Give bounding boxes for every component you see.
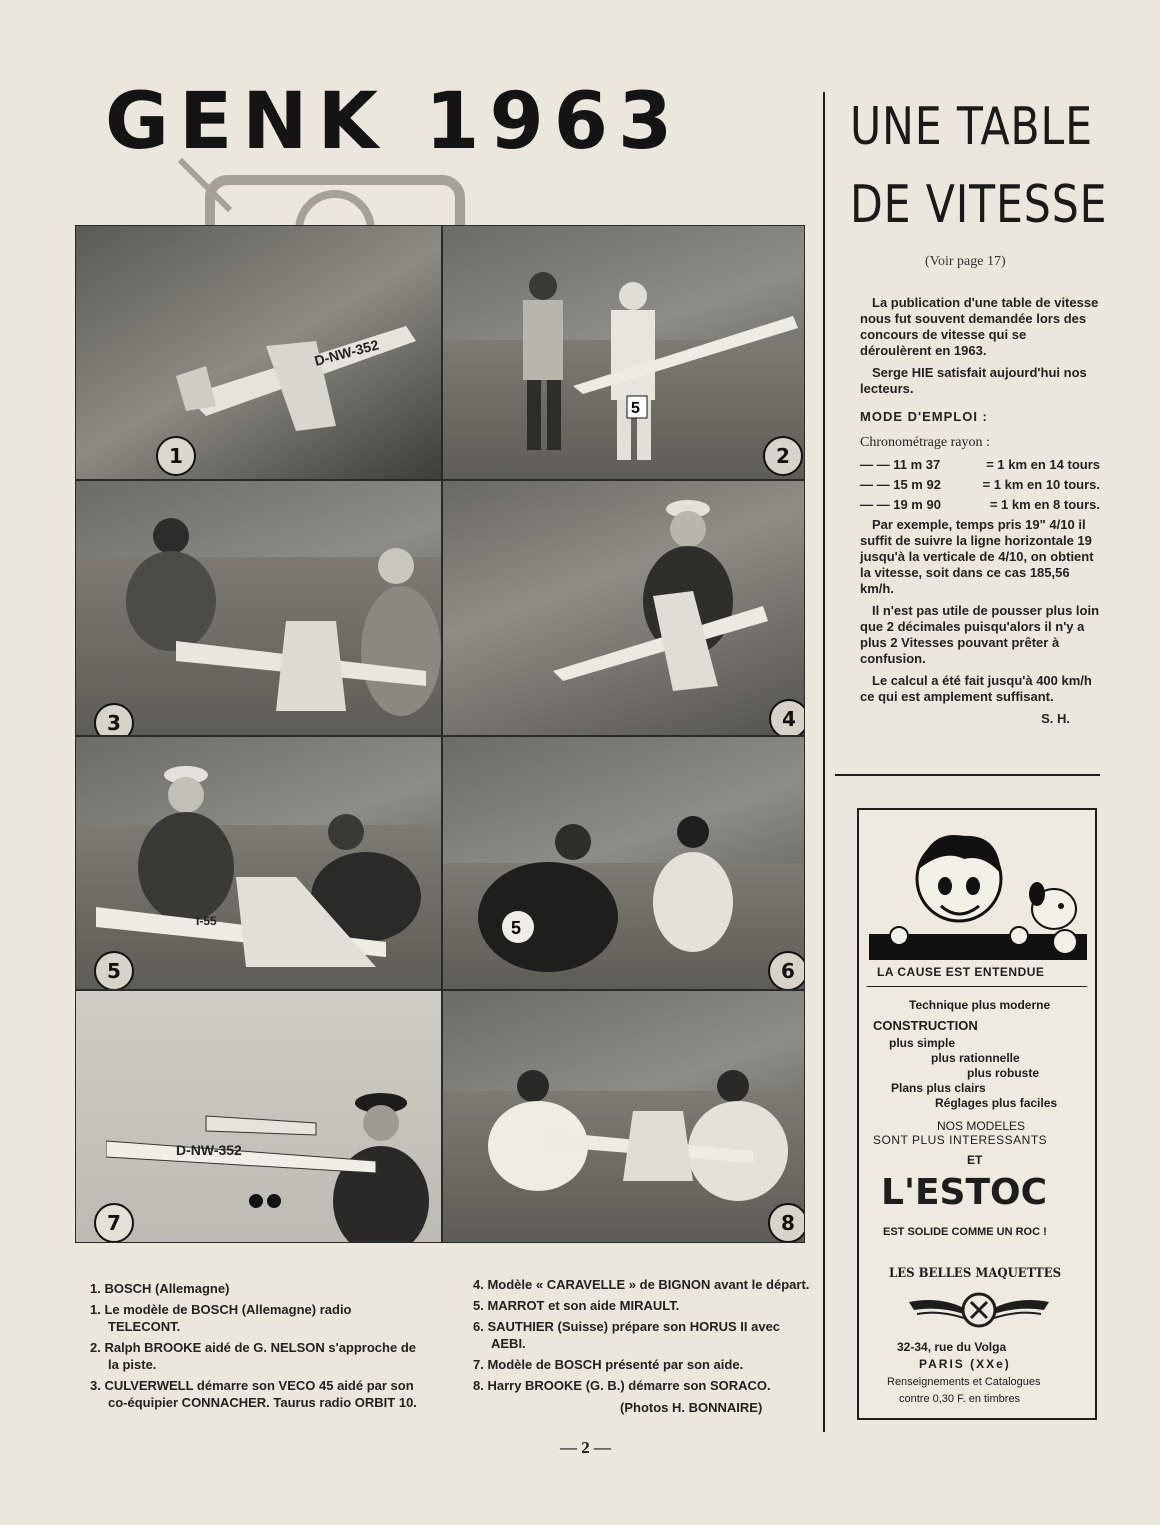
winged-logo-icon [909,1288,1049,1332]
photo-1 [75,225,442,480]
paragraph: Le calcul a été fait jusqu'à 400 km/h ce qui est amplement suffisant. [860,673,1092,704]
article-title-line: DE VITESSE [850,175,1108,235]
photo-2 [442,225,805,480]
page-number: — 2 — [560,1438,611,1457]
svg-text:D-NW-352: D-NW-352 [176,1142,242,1158]
caption: 7. Modèle de BOSCH présenté par son aide. [473,1357,744,1372]
section-divider [835,774,1100,776]
table-row: — — 11 m 37 = 1 km en 14 tours [860,457,1100,472]
ad-info: Renseignements et Catalogues [887,1376,1041,1388]
caption: 1. Le modèle de BOSCH (Allemagne) radio TELECONT. [90,1302,352,1334]
photo-3 [75,480,442,736]
ad-line: CONSTRUCTION [873,1018,978,1033]
photo-5 [75,736,442,990]
photo-7 [75,990,442,1243]
ad-company: LES BELLES MAQUETTES [889,1266,1062,1281]
photo-number: 5 [94,951,134,990]
ad-line: SONT PLUS INTERESSANTS [873,1133,1048,1147]
ad-line: plus simple [889,1036,956,1050]
model-airplane [543,1101,763,1191]
paragraph: Par exemple, temps pris 19" 4/10 il suffit de suivre la ligne horizontale 19 jusqu'à la verticale de 4/10, on obtient la vitesse, soit dans ce cas 185,56 km/h. [860,517,1094,596]
caption: 5. MARROT et son aide MIRAULT. [473,1298,680,1313]
captions-right [473,1276,813,1398]
article-title [850,88,1108,244]
ad-line: NOS MODELES [937,1119,1026,1133]
model-airplane [96,857,396,967]
section-heading: MODE D'EMPLOI : [860,409,988,424]
photo-credit: (Photos H. BONNAIRE) [620,1400,763,1415]
model-airplane [563,306,803,396]
ad-brand: L'ESTOC [881,1172,1048,1213]
photo-6 [442,736,805,990]
svg-text:5: 5 [511,918,522,938]
photo-number: 1 [156,436,196,476]
table-row: — — 19 m 90 = 1 km en 8 tours. [860,497,1100,512]
article-body [860,295,1100,727]
advertisement [857,808,1097,1420]
model-airplane [543,576,773,706]
ad-line: Technique plus moderne [909,998,1051,1012]
captions-left [90,1280,420,1415]
model-airplane [166,306,426,456]
caption: 1. BOSCH (Allemagne) [90,1281,230,1296]
caption: 4. Modèle « CARAVELLE » de BIGNON avant le départ. [473,1277,810,1292]
ad-slogan: EST SOLIDE COMME UN ROC ! [883,1226,1047,1238]
svg-text:I-55: I-55 [196,914,217,928]
see-page-note: (Voir page 17) [925,254,1006,269]
svg-text:5: 5 [631,400,640,417]
paragraph: Il n'est pas utile de pousser plus loin que 2 décimales puisqu'alors il n'y a plus 2 Vitesses pouvant prêter à confusion. [860,603,1100,666]
photo-number: 3 [94,703,134,736]
ad-city: PARIS (XXe) [919,1357,1011,1371]
svg-text:D-NW-352: D-NW-352 [312,336,381,369]
page-title: GENK 1963 [105,77,683,167]
photo-4 [442,480,805,736]
photo-number: 8 [768,1203,805,1243]
caption: 3. CULVERWELL démarre son VECO 45 aidé par son co-équipier CONNACHER. Taurus radio ORBIT 10. [90,1378,417,1410]
table-row: — — 15 m 92 = 1 km en 10 tours. [860,477,1100,492]
caption: 2. Ralph BROOKE aidé de G. NELSON s'approche de la piste. [90,1340,416,1372]
ad-line: Plans plus clairs [891,1081,986,1095]
signature: S. H. [1041,711,1070,726]
ad-line: plus rationnelle [931,1051,1020,1065]
column-divider [823,92,825,1432]
model-airplane [106,1101,386,1211]
photo-number: 2 [763,436,803,476]
caption: 8. Harry BROOKE (G. B.) démarre son SORACO. [473,1378,771,1393]
ad-address: 32-34, rue du Volga [897,1340,1007,1354]
ad-headline: LA CAUSE EST ENTENDUE [877,965,1045,979]
paragraph: La publication d'une table de vitesse nous fut souvent demandée lors des concours de vitesse qui se déroulèrent en 1963. [860,295,1099,358]
ad-line: plus robuste [967,1066,1040,1080]
person-figure [643,807,743,957]
article-title-line: UNE TABLE [850,97,1093,157]
chrono-label: Chronométrage rayon : [860,435,990,450]
photo-8 [442,990,805,1243]
cartoon-boy-dog-illustration [869,824,1087,964]
caption: 6. SAUTHIER (Suisse) prépare son HORUS II avec AEBI. [473,1319,781,1351]
photo-number: 6 [768,951,805,990]
paragraph: Serge HIE satisfait aujourd'hui nos lecteurs. [860,365,1087,396]
person-figure [473,817,623,977]
model-airplane [176,611,436,721]
ad-rule [867,986,1087,987]
ad-info: contre 0,30 F. en timbres [899,1393,1021,1405]
ad-line: ET [967,1153,983,1167]
photo-number: 4 [769,699,805,736]
ad-line: Réglages plus faciles [935,1096,1058,1110]
photo-number: 7 [94,1203,134,1243]
